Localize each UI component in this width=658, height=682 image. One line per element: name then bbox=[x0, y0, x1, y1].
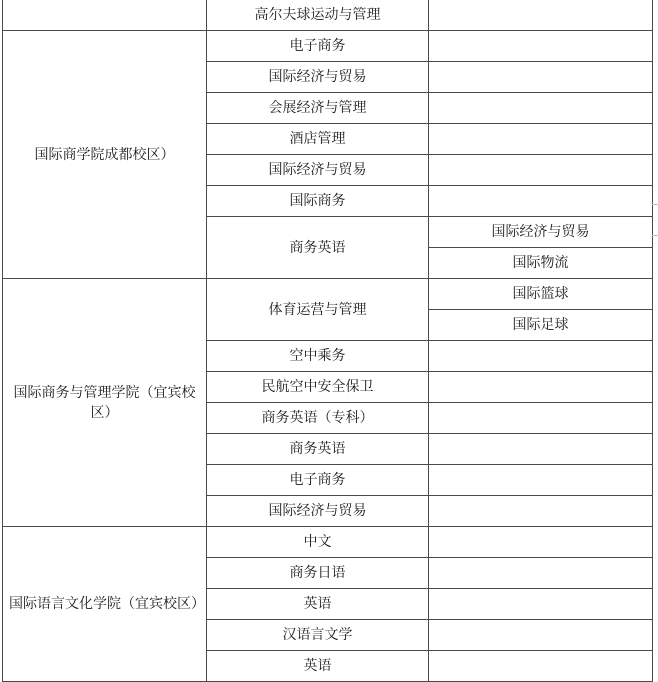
major-cell: 电子商务 bbox=[207, 31, 429, 62]
major-cell: 商务日语 bbox=[207, 558, 429, 589]
direction-cell: 国际足球 bbox=[429, 310, 653, 341]
major-cell: 空中乘务 bbox=[207, 341, 429, 372]
direction-cell bbox=[429, 93, 653, 124]
major-cell: 国际经济与贸易 bbox=[207, 496, 429, 527]
major-table-region bbox=[2, 0, 652, 680]
major-cell: 中文 bbox=[207, 527, 429, 558]
direction-cell bbox=[429, 434, 653, 465]
major-cell: 电子商务 bbox=[207, 465, 429, 496]
direction-cell bbox=[429, 0, 653, 31]
page-edge-mark bbox=[652, 235, 658, 236]
direction-cell bbox=[429, 620, 653, 651]
direction-cell bbox=[429, 372, 653, 403]
direction-cell: 国际篮球 bbox=[429, 279, 653, 310]
direction-cell bbox=[429, 527, 653, 558]
major-cell: 高尔夫球运动与管理 bbox=[207, 0, 429, 31]
direction-cell bbox=[429, 558, 653, 589]
direction-cell bbox=[429, 186, 653, 217]
major-cell: 民航空中安全保卫 bbox=[207, 372, 429, 403]
major-cell: 汉语言文学 bbox=[207, 620, 429, 651]
college-cell: 国际商学院成都校区） bbox=[3, 31, 207, 279]
direction-cell bbox=[429, 62, 653, 93]
major-cell: 商务英语 bbox=[207, 217, 429, 279]
college-cell: 国际商务与管理学院（宜宾校区） bbox=[3, 279, 207, 527]
table-row bbox=[3, 31, 653, 62]
direction-cell: 国际经济与贸易 bbox=[429, 217, 653, 248]
direction-cell bbox=[429, 496, 653, 527]
major-table bbox=[2, 0, 653, 682]
direction-cell: 国际物流 bbox=[429, 248, 653, 279]
major-cell: 国际经济与贸易 bbox=[207, 155, 429, 186]
college-cell: 国际语言文化学院（宜宾校区） bbox=[3, 527, 207, 682]
college-cell bbox=[3, 0, 207, 31]
major-cell: 商务英语 bbox=[207, 434, 429, 465]
table-row bbox=[3, 279, 653, 310]
direction-cell bbox=[429, 465, 653, 496]
direction-cell bbox=[429, 589, 653, 620]
direction-cell bbox=[429, 31, 653, 62]
major-cell: 体育运营与管理 bbox=[207, 279, 429, 341]
page-edge-mark bbox=[652, 204, 658, 205]
major-cell: 商务英语（专科） bbox=[207, 403, 429, 434]
major-cell: 国际商务 bbox=[207, 186, 429, 217]
table-row bbox=[3, 527, 653, 558]
major-cell: 英语 bbox=[207, 589, 429, 620]
major-cell: 会展经济与管理 bbox=[207, 93, 429, 124]
major-cell: 国际经济与贸易 bbox=[207, 62, 429, 93]
major-cell: 英语 bbox=[207, 651, 429, 682]
direction-cell bbox=[429, 155, 653, 186]
direction-cell bbox=[429, 124, 653, 155]
table-row bbox=[3, 0, 653, 31]
direction-cell bbox=[429, 341, 653, 372]
direction-cell bbox=[429, 651, 653, 682]
major-cell: 酒店管理 bbox=[207, 124, 429, 155]
direction-cell bbox=[429, 403, 653, 434]
